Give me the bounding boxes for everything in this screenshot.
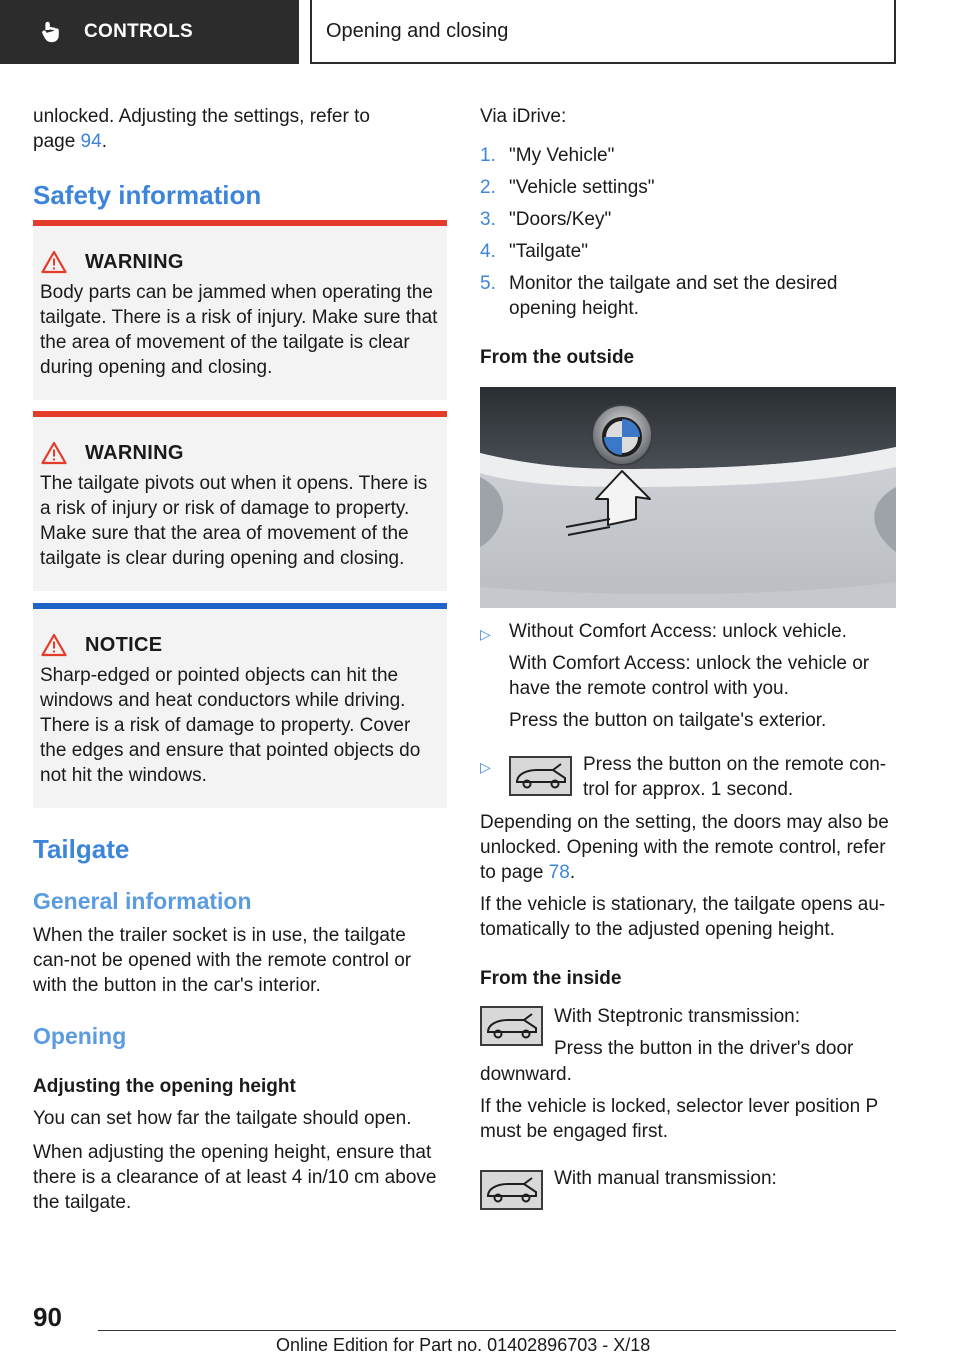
step-number: 1. [480,145,496,166]
tailgate-heading: Tailgate [33,834,130,864]
via-idrive-label: Via iDrive: [480,106,567,127]
step-number: 5. [480,273,496,294]
chapter-header [310,0,896,64]
manual-label: With manual transmission: [554,1168,777,1189]
inside-heading: From the inside [480,968,622,989]
locked-text: If the vehicle is locked, selector lever position P must be engaged first. [480,1096,878,1142]
warning-triangle-icon [41,441,67,465]
triangle-bullet-icon: ▷ [480,626,491,642]
section-tab [0,0,299,64]
notice-callout [33,603,447,808]
warning-triangle-icon [41,250,67,274]
bullet-text: With Comfort Access: unlock the vehicle or have the remote control with you. [509,653,870,699]
warning-text: Body parts can be jammed when operating the tailgate. There is a risk of injury. Make sure that the area of movement of the tailgate is clear during opening and closing. [40,282,438,378]
list-item [480,239,896,264]
bullet-text: Press the button on the remote con-trol for approx. 1 second. [583,754,887,800]
opening-heading: Opening [33,1023,127,1049]
intro-paragraph [33,104,447,154]
notice-triangle-icon [41,633,67,657]
step-text: Monitor the tailgate and set the desired opening height. [509,273,838,319]
step-text: "Vehicle settings" [509,177,655,198]
steptronic-label: With Steptronic transmission: [554,1006,801,1027]
triangle-bullet-icon: ▷ [480,759,491,775]
warning-callout-2 [33,411,447,591]
adjust-text-2: When adjusting the opening height, ensure that there is a clearance of at least 4 in/10 cm above the tailgate. [33,1142,437,1213]
step-number: 3. [480,209,496,230]
page-link-78[interactable]: 78 [548,862,570,883]
general-info-text: When the trailer socket is in use, the tailgate can-not be opened with the remote control or with the button in the car's interior. [33,925,412,996]
tailgate-illustration [480,387,896,608]
intro-end: . [101,131,107,152]
adjust-text-1: You can set how far the tailgate should open. [33,1108,412,1129]
footer-divider [98,1330,896,1331]
outside-heading: From the outside [480,347,635,368]
step-text: "Doors/Key" [509,209,612,230]
safety-heading: Safety information [33,180,262,210]
steptronic-text-cont: downward. [480,1064,572,1085]
tailgate-button-icon [480,1006,543,1046]
steptronic-text: Press the button in the driver's door [554,1038,854,1059]
hand-pointer-icon [40,21,62,43]
depending-text: Depending on the setting, the doors may also be unlocked. Opening with the remote control, refer to page [480,812,889,883]
notice-label: NOTICE [85,633,163,656]
page-link-94[interactable]: 94 [80,131,102,152]
section-label: CONTROLS [84,21,194,42]
idrive-steps [480,143,896,328]
step-text: "My Vehicle" [509,145,615,166]
general-info-heading: General information [33,888,252,914]
step-text: "Tailgate" [509,241,588,262]
list-item [480,143,896,168]
bullet-text: Press the button on tailgate's exterior. [509,710,827,731]
tailgate-button-icon [509,756,572,796]
bullet-text: Without Comfort Access: unlock vehicle. [509,621,847,642]
warning-label: WARNING [85,250,184,273]
page-number: 90 [33,1302,62,1332]
chapter-title: Opening and closing [326,19,509,42]
depending-end: . [569,862,576,883]
warning-label: WARNING [85,441,184,464]
list-item [480,175,896,200]
stationary-text: If the vehicle is stationary, the tailgate opens au-tomatically to the adjusted opening height. [480,894,886,940]
tailgate-button-icon [480,1170,543,1210]
edition-text: Online Edition for Part no. 01402896703 - X/18 [276,1335,651,1355]
notice-text: Sharp-edged or pointed objects can hit the windows and heat conductors while driving. There is a risk of damage to property. Cover the edges and ensure that pointed objects do not hit the windows. [40,665,421,786]
step-number: 4. [480,241,496,262]
list-item [480,619,896,733]
list-item [480,271,896,321]
step-number: 2. [480,177,496,198]
depending-paragraph [480,810,896,885]
list-item [480,207,896,232]
warning-callout-1 [33,220,447,400]
warning-text: The tailgate pivots out when it opens. There is a risk of injury or risk of damage to property. Make sure that the area of movement of the tailgate is clear during opening and closing. [40,473,428,569]
intro-text: unlocked. Adjusting the settings, refer to [33,106,370,127]
intro-page-prefix: page [33,131,81,152]
adjust-heading: Adjusting the opening height [33,1076,296,1097]
tailgate-photo [480,387,896,608]
